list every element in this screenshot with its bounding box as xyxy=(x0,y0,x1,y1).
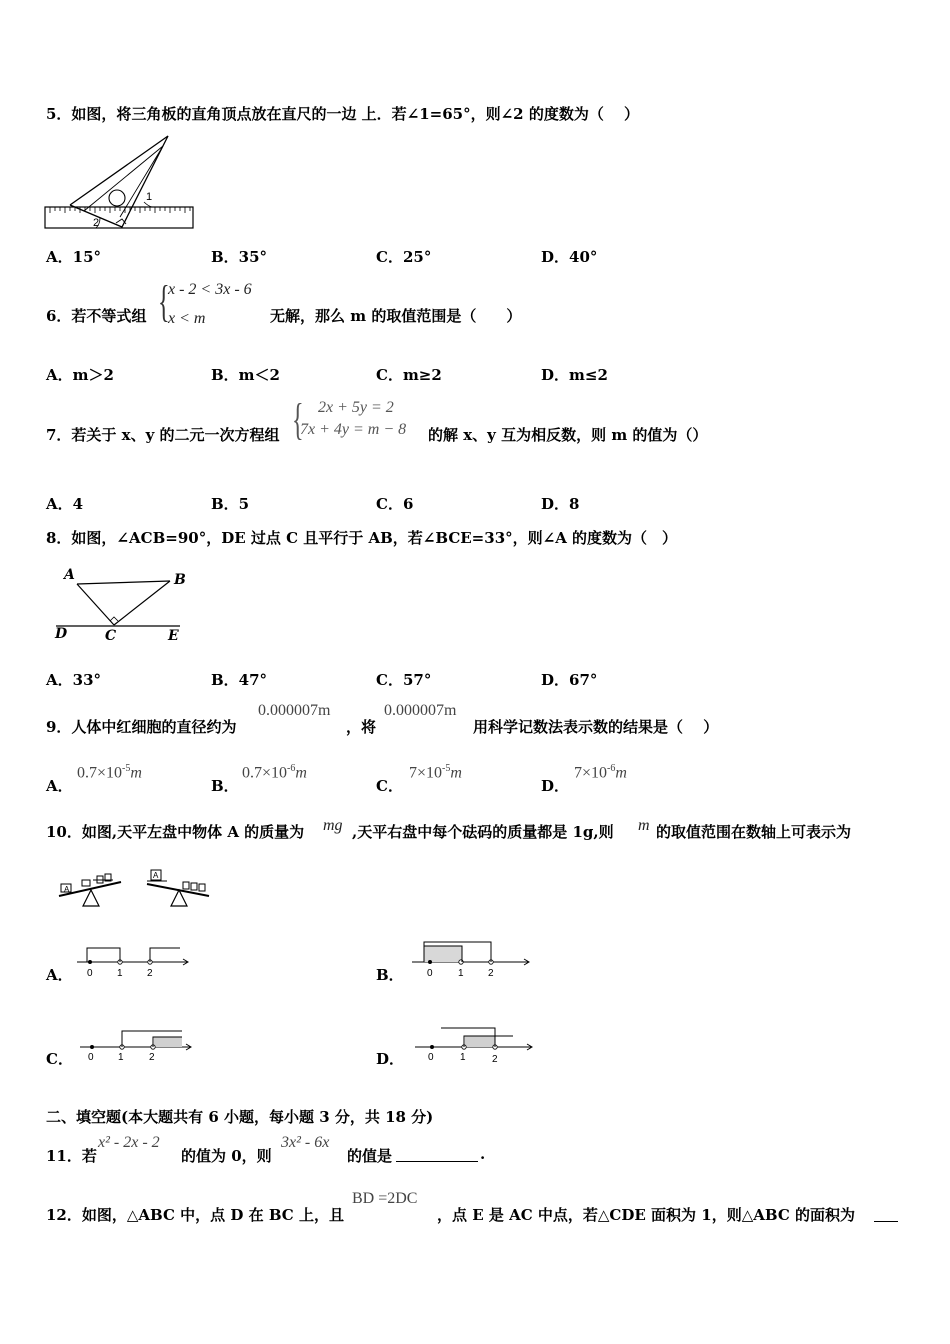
q10-option-b-letter[interactable]: B． xyxy=(376,966,404,984)
q7-stem-post: 的解 x、y 互为相反数，则 m 的值为（） xyxy=(428,426,708,444)
q10-a-tick-0: 0 xyxy=(87,968,93,979)
q7-option-d[interactable]: D．8 xyxy=(541,495,580,513)
section-2-heading: 二、填空题(本大题共有 6 小题，每小题 3 分，共 18 分) xyxy=(46,1108,434,1126)
q10-option-c-number-line[interactable] xyxy=(78,1025,193,1055)
q9-value-1: 0.000007m xyxy=(258,702,331,719)
q9-stem-post: 用科学记数法表示数的结果是（ ） xyxy=(473,718,719,736)
q9-stem-pre: 9．人体中红细胞的直径约为 xyxy=(46,718,237,736)
q9-stem-mid: ，将 xyxy=(346,718,377,736)
q6-option-c[interactable]: C．m≥2 xyxy=(376,366,442,384)
q5-option-a[interactable]: A．15° xyxy=(46,248,102,266)
q10-stem-pre: 10．如图,天平左盘中物体 A 的质量为 xyxy=(46,823,305,841)
q10-a-tick-1: 1 xyxy=(117,968,123,979)
q8-point-e: E xyxy=(168,628,179,644)
q11-end: . xyxy=(480,1145,486,1163)
q7-option-b[interactable]: B．5 xyxy=(211,495,250,513)
q9-option-a-letter[interactable]: A． xyxy=(46,777,73,795)
q7-option-c[interactable]: C．6 xyxy=(376,495,414,513)
q5-option-b[interactable]: B．35° xyxy=(211,248,268,266)
q10-option-a-number-line[interactable] xyxy=(75,940,190,970)
q10-scale-2-label: A xyxy=(153,871,159,880)
q9-value-2: 0.000007m xyxy=(384,702,457,719)
q5-option-d[interactable]: D．40° xyxy=(541,248,598,266)
q6-option-a[interactable]: A．m＞2 xyxy=(46,366,114,384)
q10-option-a-letter[interactable]: A． xyxy=(46,966,73,984)
q12-expression: BD =2DC xyxy=(352,1190,418,1207)
q9-option-c-value[interactable]: $7\times 10^{-5}m$ xyxy=(409,763,462,782)
q6-stem-pre: 6．若不等式组 xyxy=(46,307,147,325)
q9-option-b-value[interactable]: $0.7\times 10^{-6}m$ xyxy=(242,763,307,782)
q5-angle-2-label: 2 xyxy=(93,217,100,229)
q8-stem: 8．如图，∠ACB=90°，DE 过点 C 且平行于 AB，若∠BCE=33°，则∠A 的度数为（ ） xyxy=(46,529,678,547)
q6-brace: { xyxy=(158,277,170,326)
q10-b-tick-0: 0 xyxy=(427,968,433,979)
q9-option-a-value[interactable]: $0.7\times 10^{-5}m$ xyxy=(77,763,142,782)
q8-point-a: A xyxy=(64,567,75,583)
q10-stem-mid: ,天平右盘中每个砝码的质量都是 1g,则 xyxy=(352,823,614,841)
q6-stem-post: 无解，那么 m 的取值范围是（ ） xyxy=(270,307,522,325)
q11-stem-post: 的值是 xyxy=(347,1147,393,1165)
q7-stem-pre: 7．若关于 x、y 的二元一次方程组 xyxy=(46,426,280,444)
q7-equation-2: 7x + 4y = m − 8 xyxy=(300,421,407,438)
q8-option-d[interactable]: D．67° xyxy=(541,671,598,689)
q11-expression-1: x² - 2x - 2 xyxy=(98,1134,160,1151)
q5-angle-1-label: 1 xyxy=(146,191,153,203)
q10-option-c-letter[interactable]: C． xyxy=(46,1050,73,1068)
q10-d-tick-1: 1 xyxy=(460,1052,466,1063)
q7-option-a[interactable]: A．4 xyxy=(46,495,84,513)
q5-stem: 5．如图，将三角板的直角顶点放在直尺的一边 上．若∠1=65°，则∠2 的度数为（ ） xyxy=(46,105,640,123)
q11-stem-pre: 11．若 xyxy=(46,1147,97,1165)
q10-stem-post: 的取值范围在数轴上可表示为 xyxy=(656,823,852,841)
q10-d-tick-0: 0 xyxy=(428,1052,434,1063)
q9-option-d-value[interactable]: $7\times 10^{-6}m$ xyxy=(574,763,627,782)
q8-point-c: C xyxy=(105,628,117,644)
q10-d-tick-2: 2 xyxy=(492,1054,498,1065)
q8-point-b: B xyxy=(174,572,186,588)
q11-stem-mid: 的值为 0，则 xyxy=(181,1147,272,1165)
q7-brace: { xyxy=(292,395,304,444)
q10-scale-1-label: A xyxy=(64,885,70,894)
q9-option-b-letter[interactable]: B． xyxy=(211,777,239,795)
q10-b-tick-2: 2 xyxy=(488,968,494,979)
q11-expression-2: 3x² - 6x xyxy=(281,1134,330,1151)
q10-a-tick-2: 2 xyxy=(147,968,153,979)
q12-stem-pre: 12．如图，△ABC 中，点 D 在 BC 上，且 xyxy=(46,1206,344,1224)
q10-option-d-letter[interactable]: D． xyxy=(376,1050,405,1068)
q10-b-tick-1: 1 xyxy=(458,968,464,979)
q5-figure-ruler-triangle xyxy=(44,132,196,232)
q6-option-d[interactable]: D．m≤2 xyxy=(541,366,608,384)
q12-answer-blank[interactable] xyxy=(874,1203,898,1222)
q10-c-tick-1: 1 xyxy=(118,1052,124,1063)
q6-inequality-1: x - 2 < 3x - 6 xyxy=(168,281,252,298)
q10-var: m xyxy=(638,817,650,834)
q5-option-c[interactable]: C．25° xyxy=(376,248,432,266)
q9-option-c-letter[interactable]: C． xyxy=(376,777,403,795)
q8-option-a[interactable]: A．33° xyxy=(46,671,102,689)
q10-option-b-number-line[interactable] xyxy=(410,938,532,970)
q9-option-d-letter[interactable]: D． xyxy=(541,777,570,795)
q6-option-b[interactable]: B．m＜2 xyxy=(211,366,280,384)
q8-option-c[interactable]: C．57° xyxy=(376,671,432,689)
q11-answer-blank[interactable] xyxy=(396,1144,478,1162)
q12-stem-post: ，点 E 是 AC 中点，若△CDE 面积为 1，则△ABC 的面积为 xyxy=(437,1206,855,1224)
q10-mass: mg xyxy=(323,817,343,834)
q10-c-tick-0: 0 xyxy=(88,1052,94,1063)
q10-option-d-number-line[interactable] xyxy=(413,1022,535,1055)
q8-point-d: D xyxy=(55,626,68,642)
q8-option-b[interactable]: B．47° xyxy=(211,671,268,689)
q10-c-tick-2: 2 xyxy=(149,1052,155,1063)
q7-equation-1: 2x + 5y = 2 xyxy=(318,399,394,416)
q6-inequality-2: x < m xyxy=(168,310,206,327)
